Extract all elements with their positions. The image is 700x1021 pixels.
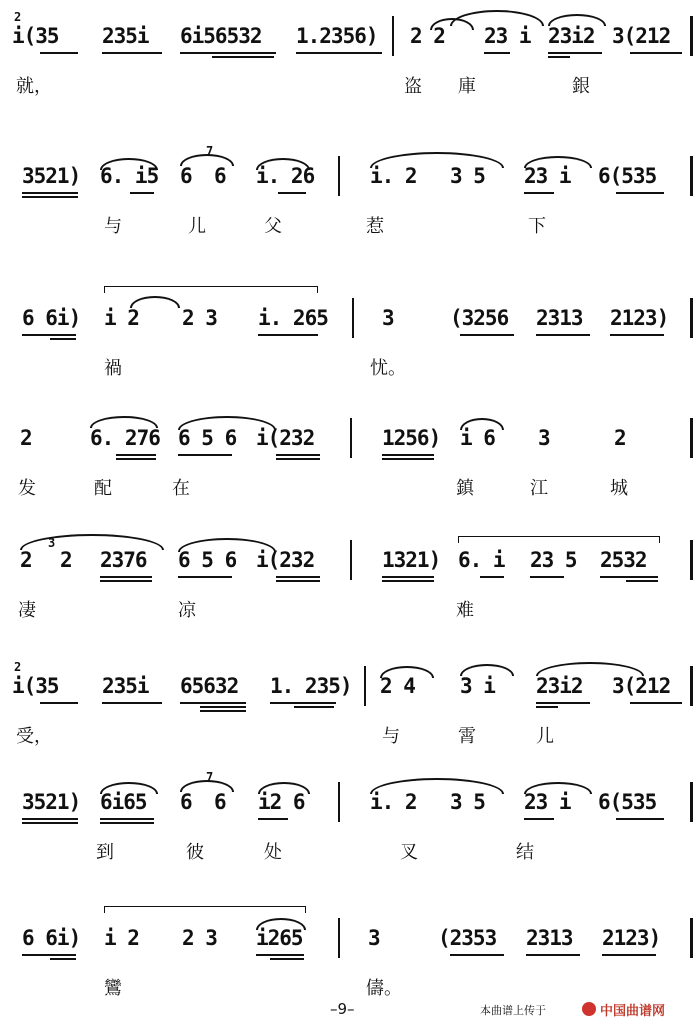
underline xyxy=(22,192,78,194)
lyric: 惹 xyxy=(366,216,384,237)
underline xyxy=(102,52,162,54)
lyric: 就， xyxy=(16,76,52,97)
note-group: 6 5 6 xyxy=(178,548,237,572)
note-group: 235i xyxy=(102,674,149,698)
lyric: 父 xyxy=(264,216,282,237)
underline xyxy=(382,580,434,582)
underline xyxy=(100,818,154,820)
barline xyxy=(690,918,693,958)
underline xyxy=(270,958,304,960)
underline xyxy=(22,822,78,824)
barline xyxy=(350,540,352,580)
note-group: 2532 xyxy=(600,548,647,572)
score-system-7 xyxy=(0,770,700,894)
barline xyxy=(690,156,693,196)
underline xyxy=(536,702,590,704)
note-group: 2 3 xyxy=(182,926,217,950)
underline xyxy=(600,576,658,578)
underline xyxy=(382,454,434,456)
barline xyxy=(352,298,354,338)
underline xyxy=(616,192,664,194)
barline xyxy=(338,782,340,822)
note-group: 2313 xyxy=(526,926,573,950)
upload-credit: 本曲谱上传于 xyxy=(480,1004,546,1017)
lyric: 鸞 xyxy=(104,978,122,999)
lyric: 江 xyxy=(530,478,548,499)
underline xyxy=(276,580,320,582)
note-group: 3 xyxy=(368,926,380,950)
underline xyxy=(40,52,78,54)
note-group: i(35 xyxy=(12,24,59,48)
lyric: 凄 xyxy=(18,600,36,621)
note-group: 1256) xyxy=(382,426,441,450)
note-group: 3521) xyxy=(22,164,81,188)
note-group: 3 5 xyxy=(450,790,485,814)
note-group: 23i2 xyxy=(536,674,583,698)
underline xyxy=(102,702,162,704)
page-number: –9– xyxy=(330,1000,355,1018)
lyric: 结 xyxy=(516,842,534,863)
note-group: 23 i xyxy=(484,24,531,48)
underline xyxy=(536,334,590,336)
barline xyxy=(364,666,366,706)
underline xyxy=(22,954,76,956)
barline xyxy=(690,782,693,822)
underline xyxy=(276,454,320,456)
grace-note: 3 xyxy=(48,536,56,550)
score-system-3 xyxy=(0,290,700,410)
underline xyxy=(450,954,504,956)
lyric: 与 xyxy=(104,216,122,237)
grace-note: 7 xyxy=(206,770,214,784)
note-group: 3 i xyxy=(460,674,495,698)
note-group: 6 6i) xyxy=(22,306,81,330)
note-group: 6 5 6 xyxy=(178,426,237,450)
underline xyxy=(116,454,156,456)
underline xyxy=(50,958,76,960)
barline xyxy=(690,540,693,580)
note-group: i 2 xyxy=(104,926,139,950)
note-group: 2123) xyxy=(602,926,661,950)
underline xyxy=(40,702,78,704)
underline xyxy=(616,818,664,820)
note-group: 6. i5 xyxy=(100,164,159,188)
underline xyxy=(382,458,434,460)
underline xyxy=(200,710,246,712)
underline xyxy=(296,52,382,54)
phrase-bracket xyxy=(104,906,306,913)
note-group: 2 xyxy=(20,548,32,572)
note-group: 235i xyxy=(102,24,149,48)
note-group: i. 2 xyxy=(370,164,417,188)
underline xyxy=(536,706,558,708)
lyric: 庫 xyxy=(458,76,476,97)
note-group: 6 xyxy=(214,790,226,814)
note-group: i(232 xyxy=(256,426,315,450)
underline xyxy=(258,334,318,336)
underline xyxy=(258,818,288,820)
note-group: 6 xyxy=(180,790,192,814)
underline xyxy=(480,576,504,578)
grace-note: 2 xyxy=(14,660,22,674)
note-group: 2 2 xyxy=(410,24,445,48)
note-group: 2376 xyxy=(100,548,147,572)
lyric: 儔。 xyxy=(366,978,402,999)
underline xyxy=(22,818,78,820)
note-group: i. 2 xyxy=(370,790,417,814)
underline xyxy=(630,52,682,54)
lyric: 銀 xyxy=(572,76,590,97)
lyric: 叉 xyxy=(400,842,418,863)
barline xyxy=(350,418,352,458)
note-group: 3(212 xyxy=(612,24,671,48)
underline xyxy=(270,702,336,704)
underline xyxy=(460,334,514,336)
note-group: i2 6 xyxy=(258,790,305,814)
lyric: 霄 xyxy=(458,726,476,747)
score-system-4 xyxy=(0,410,700,530)
note-group: 3521) xyxy=(22,790,81,814)
note-group: 6i56532 xyxy=(180,24,262,48)
underline xyxy=(180,52,276,54)
note-group: 65632 xyxy=(180,674,239,698)
underline xyxy=(200,706,246,708)
score-system-5 xyxy=(0,532,700,652)
underline xyxy=(382,576,434,578)
lyric: 在 xyxy=(172,478,190,499)
underline xyxy=(100,580,152,582)
note-group: 6. 276 xyxy=(90,426,160,450)
grace-note: 7 xyxy=(206,144,214,158)
note-group: 1.2356) xyxy=(296,24,378,48)
lyric: 盗 xyxy=(404,76,422,97)
note-group: i(35 xyxy=(12,674,59,698)
note-group: 6(535 xyxy=(598,790,657,814)
note-group: i 6 xyxy=(460,426,495,450)
lyric: 处 xyxy=(264,842,282,863)
underline xyxy=(626,580,658,582)
note-group: 2 3 xyxy=(182,306,217,330)
score-system-2 xyxy=(0,144,700,268)
note-group: 6 xyxy=(180,164,192,188)
underline xyxy=(130,192,154,194)
lyric: 下 xyxy=(528,216,546,237)
barline xyxy=(338,156,340,196)
logo-mark-icon xyxy=(582,1002,596,1016)
underline xyxy=(630,702,682,704)
barline xyxy=(690,666,693,706)
note-group: 6 6i) xyxy=(22,926,81,950)
note-group: 2313 xyxy=(536,306,583,330)
note-group: 6. i xyxy=(458,548,505,572)
underline xyxy=(100,576,152,578)
barline xyxy=(690,16,693,56)
underline xyxy=(548,52,602,54)
note-group: i 2 xyxy=(104,306,139,330)
note-group: (2353 xyxy=(438,926,497,950)
lyric: 儿 xyxy=(536,726,554,747)
note-group: 23 i xyxy=(524,164,571,188)
lyric: 配 xyxy=(94,478,112,499)
phrase-bracket xyxy=(104,286,318,293)
underline xyxy=(178,454,232,456)
underline xyxy=(602,954,656,956)
note-group: 2123) xyxy=(610,306,669,330)
barline xyxy=(392,16,394,56)
note-group: 3 xyxy=(538,426,550,450)
note-group: 2 xyxy=(614,426,626,450)
barline xyxy=(690,298,693,338)
grace-note: 2 xyxy=(14,10,22,24)
note-group: 1321) xyxy=(382,548,441,572)
note-group: 2 4 xyxy=(380,674,415,698)
lyric: 儿 xyxy=(188,216,206,237)
underline xyxy=(212,56,274,58)
underline xyxy=(548,56,570,58)
note-group: (3256 xyxy=(450,306,509,330)
phrase-bracket xyxy=(458,536,660,543)
lyric: 忧。 xyxy=(370,358,406,379)
lyric: 受， xyxy=(16,726,52,747)
underline xyxy=(276,576,320,578)
underline xyxy=(484,52,510,54)
underline xyxy=(22,196,78,198)
underline xyxy=(524,192,554,194)
underline xyxy=(526,954,580,956)
note-group: i. 26 xyxy=(256,164,315,188)
underline xyxy=(530,576,564,578)
underline xyxy=(116,458,156,460)
underline xyxy=(276,458,320,460)
note-group: i(232 xyxy=(256,548,315,572)
note-group: 3(212 xyxy=(612,674,671,698)
lyric: 彼 xyxy=(186,842,204,863)
note-group: 6i65 xyxy=(100,790,147,814)
logo-text: 中国曲谱网 xyxy=(600,1003,666,1019)
underline xyxy=(100,822,154,824)
underline xyxy=(50,338,76,340)
note-group: i265 xyxy=(256,926,303,950)
underline xyxy=(22,334,76,336)
underline xyxy=(524,818,554,820)
note-group: i. 265 xyxy=(258,306,328,330)
lyric: 发 xyxy=(18,478,36,499)
lyric: 城 xyxy=(610,478,628,499)
barline xyxy=(338,918,340,958)
score-system-1 xyxy=(0,8,700,128)
note-group: 23 i xyxy=(524,790,571,814)
site-logo xyxy=(582,1000,692,1018)
note-group: 3 xyxy=(382,306,394,330)
score-system-6 xyxy=(0,658,700,778)
lyric: 与 xyxy=(382,726,400,747)
lyric: 凉 xyxy=(178,600,196,621)
underline xyxy=(294,706,334,708)
note-group: 1. 235) xyxy=(270,674,352,698)
underline xyxy=(180,702,246,704)
lyric: 难 xyxy=(456,600,474,621)
lyric: 鎮 xyxy=(456,478,474,499)
note-group: 23 5 xyxy=(530,548,577,572)
underline xyxy=(610,334,664,336)
note-group: 3 5 xyxy=(450,164,485,188)
lyric: 禍 xyxy=(104,358,122,379)
barline xyxy=(690,418,693,458)
note-group: 23i2 xyxy=(548,24,595,48)
underline xyxy=(278,192,306,194)
note-group: 2 xyxy=(60,548,72,572)
note-group: 6 xyxy=(214,164,226,188)
lyric: 到 xyxy=(96,842,114,863)
underline xyxy=(256,954,304,956)
underline xyxy=(178,576,232,578)
note-group: 2 xyxy=(20,426,32,450)
note-group: 6(535 xyxy=(598,164,657,188)
